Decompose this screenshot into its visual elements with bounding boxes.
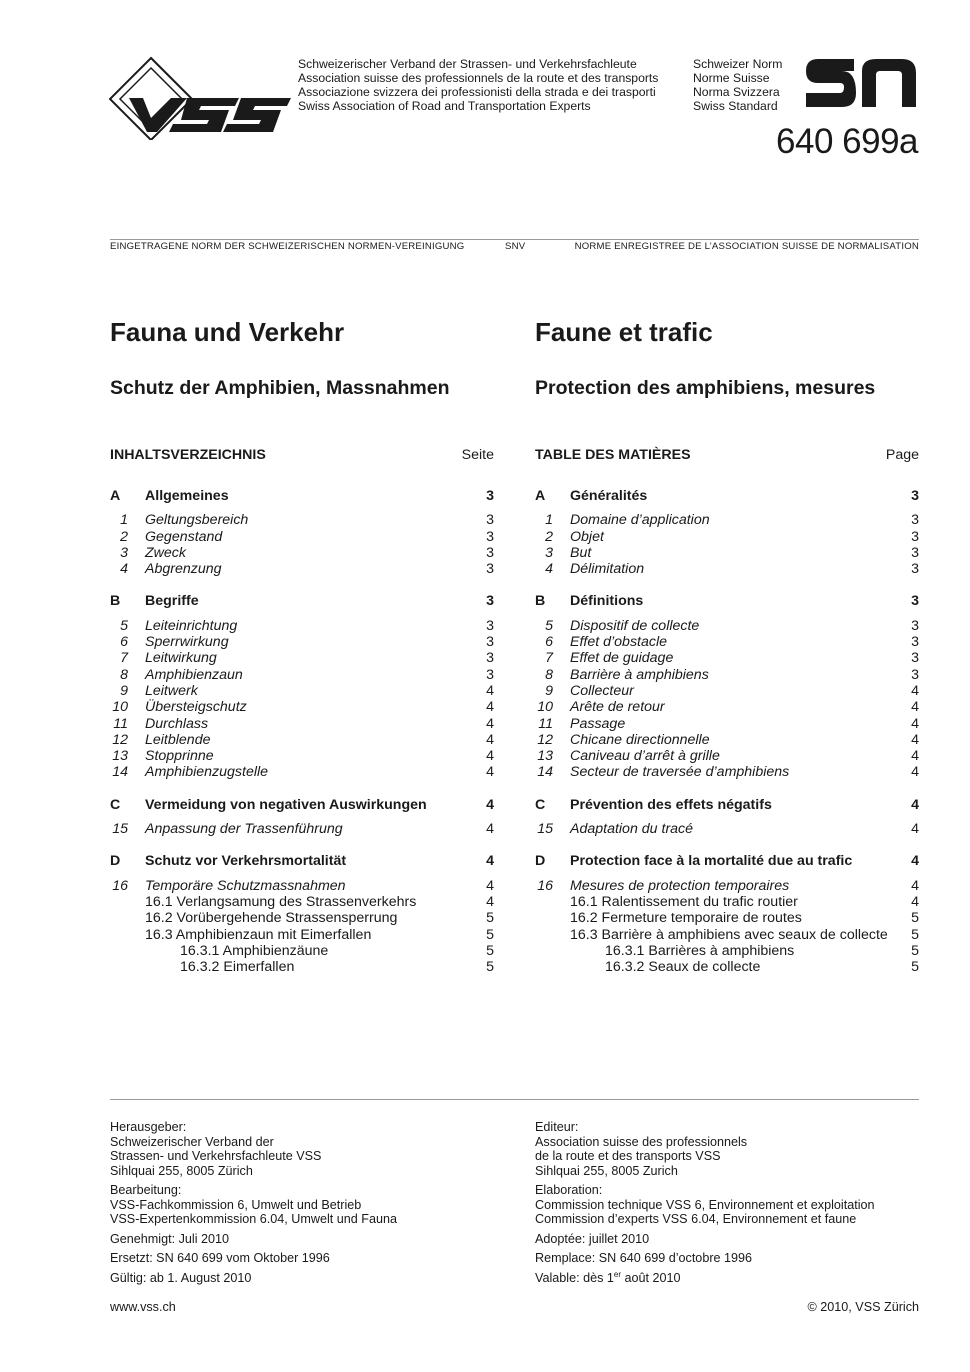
toc-section-a[interactable] <box>535 488 919 504</box>
toc-item-16[interactable] <box>535 878 919 894</box>
editing-line: Commission technique VSS 6, Environnement et exploitation <box>535 1197 875 1212</box>
toc-item-number: 5 <box>120 617 128 634</box>
header-divider <box>110 239 919 240</box>
norm-labels <box>693 57 782 113</box>
toc-item-number: 4 <box>120 561 128 578</box>
publisher-label-de: Herausgeber: <box>110 1120 187 1134</box>
toc-subitem[interactable] <box>110 943 494 959</box>
toc-section-title: Définitions <box>570 593 644 610</box>
toc-item-page: 4 <box>911 764 919 781</box>
toc-subitem-title: 16.2 Fermeture temporaire de routes <box>570 910 802 927</box>
approved-fr: Adoptée: juillet 2010 <box>535 1231 650 1246</box>
subtitle-fr-block <box>535 376 919 400</box>
toc-subitem-title: 16.3.2 Eimerfallen <box>180 959 295 976</box>
association-name-it: Associazione svizzera dei professionisti della strada e dei trasporti <box>298 85 656 99</box>
valid-suffix-fr: août 2010 <box>621 1270 681 1285</box>
toc-item-number: 5 <box>545 617 553 634</box>
toc-subitem-title: 16.2 Vorübergehende Strassensperrung <box>145 910 398 927</box>
page-subtitle-de: Schutz der Amphibien, Massnahmen <box>110 377 450 399</box>
toc-item-title: Stopprinne <box>145 748 214 765</box>
toc-item-10[interactable] <box>110 699 494 715</box>
association-name-de: Schweizerischer Verband der Strassen- und Verkehrsfachleute <box>298 57 637 71</box>
toc-item-title: Barrière à amphibiens <box>570 666 709 683</box>
toc-item-13[interactable] <box>535 748 919 764</box>
toc-item-3[interactable] <box>110 545 494 561</box>
sn-logo <box>804 57 918 109</box>
toc-subitem-page: 4 <box>486 893 494 910</box>
toc-page-label-fr: Page <box>885 447 919 463</box>
toc-item-number: 13 <box>537 748 553 765</box>
toc-item-page: 4 <box>486 748 494 765</box>
toc-item-15[interactable] <box>110 821 494 837</box>
toc-item-page: 4 <box>911 699 919 716</box>
toc-item-page: 4 <box>486 731 494 748</box>
toc-subitem-page: 5 <box>911 959 919 976</box>
replaces-fr: Remplace: SN 640 699 d’octobre 1996 <box>535 1251 753 1266</box>
toc-item-number: 11 <box>538 715 553 732</box>
toc-item-number: 1 <box>120 512 128 529</box>
valid-sup-fr: er <box>613 1269 622 1279</box>
toc-item-4[interactable] <box>110 561 494 577</box>
toc-subitem[interactable] <box>535 943 919 959</box>
toc-item-page: 3 <box>486 650 494 667</box>
toc-item-title: Adaptation du tracé <box>570 821 694 838</box>
norm-label-de: Schweizer Norm <box>693 57 783 71</box>
toc-item-title: Effet de guidage <box>570 650 674 667</box>
toc-item-number: 6 <box>120 634 128 651</box>
toc-header-de <box>110 447 494 463</box>
toc-item-title: Passage <box>570 715 626 732</box>
toc-page-label-de: Seite <box>461 447 494 463</box>
toc-item-page: 3 <box>911 666 919 683</box>
toc-subitem-title: 16.3.1 Amphibienzäune <box>180 942 329 959</box>
toc-item-title: Mesures de protection temporaires <box>570 877 790 894</box>
publisher-line: Sihlquai 255, 8005 Zürich <box>110 1163 253 1178</box>
toc-item-7[interactable] <box>535 650 919 666</box>
toc-item-6[interactable] <box>535 634 919 650</box>
toc-section-page: 3 <box>486 593 494 610</box>
association-names <box>298 57 658 113</box>
toc-section-a[interactable] <box>110 488 494 504</box>
editing-fr <box>535 1183 925 1227</box>
registration-de: EINGETRAGENE NORM DER SCHWEIZERISCHEN NORMEN-VEREINIGUNG <box>110 241 465 252</box>
toc-section-letter: D <box>110 853 121 870</box>
toc-item-2[interactable] <box>110 529 494 545</box>
toc-item-page: 3 <box>486 528 494 545</box>
website-link[interactable]: www.vss.ch <box>110 1300 176 1314</box>
publisher-line: Association suisse des professionnels <box>535 1134 748 1149</box>
toc-item-title: Objet <box>570 528 604 545</box>
toc-item-page: 4 <box>486 715 494 732</box>
toc-item-number: 10 <box>112 699 128 716</box>
registration-fr: NORME ENREGISTREE DE L’ASSOCIATION SUISSE DE NORMALISATION <box>574 241 919 252</box>
toc-item-title: Sperrwirkung <box>145 634 229 651</box>
toc-item-page: 3 <box>486 544 494 561</box>
toc-item-title: Arête de retour <box>570 699 665 716</box>
toc-item-number: 4 <box>545 561 553 578</box>
page-subtitle-fr: Protection des amphibiens, mesures <box>535 377 876 399</box>
norm-label-it: Norma Svizzera <box>693 85 780 99</box>
toc-section-d[interactable] <box>535 853 919 869</box>
toc-item-title: Domaine d’application <box>570 512 710 529</box>
toc-item-8[interactable] <box>535 667 919 683</box>
toc-item-number: 7 <box>545 650 553 667</box>
toc-item-number: 13 <box>112 748 128 765</box>
document-number: 640 699a <box>776 122 918 161</box>
footer-de <box>110 1120 494 1290</box>
toc-subitem[interactable] <box>110 910 494 926</box>
toc-item-page: 3 <box>486 617 494 634</box>
toc-subitem-title: 16.1 Verlangsamung des Strassenverkehrs <box>145 893 417 910</box>
toc-item-page: 4 <box>486 699 494 716</box>
toc-item-title: Amphibienzugstelle <box>145 764 269 781</box>
toc-section-letter: A <box>535 488 546 504</box>
toc-title-fr: TABLE DES MATIÈRES <box>535 447 691 463</box>
toc-subitem-page: 5 <box>911 910 919 927</box>
toc-subitem-title: 16.3 Amphibienzaun mit Eimerfallen <box>145 926 372 943</box>
toc-de <box>110 447 494 975</box>
toc-section-title: Begriffe <box>145 593 199 610</box>
toc-section-title: Généralités <box>570 488 648 504</box>
toc-subitem-page: 5 <box>486 910 494 927</box>
toc-item-11[interactable] <box>110 716 494 732</box>
toc-section-title: Protection face à la mortalité due au trafic <box>570 853 853 870</box>
toc-subitem[interactable] <box>110 959 494 975</box>
toc-item-page: 3 <box>911 617 919 634</box>
toc-item-number: 11 <box>113 715 128 732</box>
toc-subitem-page: 5 <box>486 926 494 943</box>
approved-de: Genehmigt: Juli 2010 <box>110 1231 230 1246</box>
subtitle-de-block <box>110 376 494 400</box>
toc-item-8[interactable] <box>110 667 494 683</box>
editing-line: VSS-Expertenkommission 6.04, Umwelt und Fauna <box>110 1212 397 1227</box>
toc-item-3[interactable] <box>535 545 919 561</box>
toc-subitem[interactable] <box>535 959 919 975</box>
toc-section-c[interactable] <box>535 797 919 813</box>
toc-item-number: 6 <box>545 634 553 651</box>
toc-section-page: 3 <box>911 593 919 610</box>
toc-item-title: Geltungsbereich <box>145 512 249 529</box>
replaces-de: Ersetzt: SN 640 699 vom Oktober 1996 <box>110 1251 330 1266</box>
toc-section-page: 4 <box>486 853 494 870</box>
editing-label-fr: Elaboration: <box>535 1183 603 1198</box>
toc-section-page: 4 <box>911 853 919 870</box>
valid-prefix-fr: Valable: dès 1 <box>535 1270 614 1285</box>
toc-section-b[interactable] <box>535 593 919 609</box>
toc-item-page: 3 <box>911 544 919 561</box>
toc-item-number: 7 <box>120 650 128 667</box>
toc-subitem-page: 5 <box>486 959 494 976</box>
toc-item-title: Leitwerk <box>145 682 198 699</box>
footer-divider <box>110 1099 919 1100</box>
toc-section-c[interactable] <box>110 797 494 813</box>
toc-item-5[interactable] <box>110 618 494 634</box>
publisher-line: Schweizerischer Verband der <box>110 1134 274 1149</box>
toc-item-number: 3 <box>120 544 128 561</box>
toc-item-title: Effet d’obstacle <box>570 634 668 651</box>
toc-item-title: Dispositif de collecte <box>570 617 700 634</box>
toc-item-page: 4 <box>911 715 919 732</box>
toc-section-title: Schutz vor Verkehrsmortalität <box>145 853 347 870</box>
toc-subitem-title: 16.3.1 Barrières à amphibiens <box>605 942 795 959</box>
page-title-de: Fauna und Verkehr <box>110 317 345 347</box>
toc-item-page: 4 <box>486 682 494 699</box>
association-name-fr: Association suisse des professionnels de la route et des transports <box>298 71 659 85</box>
toc-section-letter: A <box>110 488 121 504</box>
toc-item-page: 3 <box>911 650 919 667</box>
toc-item-page: 4 <box>911 682 919 699</box>
toc-item-title: Anpassung der Trassenführung <box>145 821 343 838</box>
toc-item-16[interactable] <box>110 878 494 894</box>
toc-item-title: Übersteigschutz <box>145 699 247 716</box>
toc-fr <box>535 447 919 975</box>
toc-item-page: 3 <box>911 512 919 529</box>
toc-item-title: Chicane directionnelle <box>570 731 710 748</box>
publisher-line: Sihlquai 255, 8005 Zurich <box>535 1163 678 1178</box>
toc-section-title: Allgemeines <box>145 488 229 504</box>
toc-item-page: 3 <box>911 634 919 651</box>
title-de-block <box>110 317 494 347</box>
title-fr-block <box>535 317 919 347</box>
toc-item-12[interactable] <box>535 732 919 748</box>
toc-item-title: Délimitation <box>570 561 645 578</box>
toc-item-page: 4 <box>486 877 494 894</box>
toc-subitem-title: 16.1 Ralentissement du trafic routier <box>570 893 798 910</box>
toc-item-title: Amphibienzaun <box>145 666 243 683</box>
toc-item-page: 4 <box>911 877 919 894</box>
toc-item-page: 4 <box>911 748 919 765</box>
toc-item-number: 14 <box>112 764 128 781</box>
toc-item-7[interactable] <box>110 650 494 666</box>
toc-item-4[interactable] <box>535 561 919 577</box>
valid-fr <box>535 1271 925 1286</box>
toc-subitem-page: 5 <box>486 942 494 959</box>
toc-item-title: Zweck <box>145 544 186 561</box>
toc-subitem[interactable] <box>535 927 919 943</box>
toc-subitem-page: 5 <box>911 942 919 959</box>
toc-item-number: 8 <box>545 666 553 683</box>
toc-section-page: 4 <box>911 796 919 813</box>
toc-section-page: 4 <box>486 796 494 813</box>
toc-section-d[interactable] <box>110 853 494 869</box>
toc-item-13[interactable] <box>110 748 494 764</box>
toc-section-page: 3 <box>911 488 919 504</box>
toc-item-14[interactable] <box>535 764 919 780</box>
toc-item-title: Gegenstand <box>145 528 223 545</box>
toc-item-number: 12 <box>112 731 128 748</box>
toc-subitem-title: 16.3.2 Seaux de collecte <box>605 959 761 976</box>
toc-item-title: Leitblende <box>145 731 211 748</box>
toc-subitem-title: 16.3 Barrière à amphibiens avec seaux de collecte <box>570 926 888 943</box>
editing-label-de: Bearbeitung: <box>110 1183 182 1198</box>
toc-item-number: 16 <box>112 877 128 894</box>
toc-section-b[interactable] <box>110 593 494 609</box>
page-title-fr: Faune et trafic <box>535 317 713 347</box>
toc-item-title: Temporäre Schutzmassnahmen <box>145 877 346 894</box>
norm-label-fr: Norme Suisse <box>693 71 770 85</box>
toc-fr-body <box>535 488 919 975</box>
toc-item-title: But <box>570 544 592 561</box>
toc-item-page: 4 <box>911 821 919 838</box>
valid-de: Gültig: ab 1. August 2010 <box>110 1270 252 1285</box>
toc-section-letter: C <box>535 796 546 813</box>
copyright: © 2010, VSS Zürich <box>807 1300 919 1314</box>
toc-item-9[interactable] <box>535 683 919 699</box>
toc-subitem-page: 5 <box>911 926 919 943</box>
toc-item-page: 3 <box>486 561 494 578</box>
toc-item-number: 15 <box>537 821 553 838</box>
toc-item-page: 3 <box>911 561 919 578</box>
toc-item-title: Collecteur <box>570 682 634 699</box>
footer-fr <box>535 1120 925 1290</box>
toc-item-number: 15 <box>112 821 128 838</box>
publisher-de <box>110 1120 494 1178</box>
toc-item-number: 12 <box>537 731 553 748</box>
toc-item-title: Secteur de traversée d’amphibiens <box>570 764 790 781</box>
toc-item-1[interactable] <box>110 512 494 528</box>
editing-line: VSS-Fachkommission 6, Umwelt und Betrieb <box>110 1197 362 1212</box>
toc-title-de: INHALTSVERZEICHNIS <box>110 447 266 463</box>
toc-subitem[interactable] <box>535 894 919 910</box>
publisher-label-fr: Editeur: <box>535 1120 579 1134</box>
norm-label-en: Swiss Standard <box>693 99 778 113</box>
toc-section-page: 3 <box>486 488 494 504</box>
toc-item-number: 8 <box>120 666 128 683</box>
toc-item-5[interactable] <box>535 618 919 634</box>
toc-item-number: 2 <box>545 528 553 545</box>
editing-line: Commission d’experts VSS 6.04, Environnement et faune <box>535 1212 857 1227</box>
toc-subitem[interactable] <box>110 894 494 910</box>
publisher-line: Strassen- und Verkehrsfachleute VSS <box>110 1149 322 1164</box>
toc-item-12[interactable] <box>110 732 494 748</box>
toc-item-11[interactable] <box>535 716 919 732</box>
toc-item-page: 3 <box>486 634 494 651</box>
toc-subitem[interactable] <box>110 927 494 943</box>
toc-item-page: 4 <box>486 821 494 838</box>
toc-item-14[interactable] <box>110 764 494 780</box>
toc-section-title: Vermeidung von negativen Auswirkungen <box>145 796 427 813</box>
toc-item-title: Caniveau d’arrêt à grille <box>570 748 720 765</box>
toc-item-title: Abgrenzung <box>145 561 222 578</box>
toc-item-number: 9 <box>545 682 553 699</box>
registration-snv: SNV <box>505 241 526 252</box>
toc-item-page: 3 <box>911 528 919 545</box>
toc-item-number: 2 <box>120 528 128 545</box>
toc-item-1[interactable] <box>535 512 919 528</box>
toc-item-15[interactable] <box>535 821 919 837</box>
toc-subitem-page: 4 <box>911 893 919 910</box>
toc-item-page: 4 <box>911 731 919 748</box>
toc-item-number: 16 <box>537 877 553 894</box>
toc-section-letter: B <box>110 593 121 610</box>
toc-item-title: Durchlass <box>145 715 209 732</box>
toc-item-number: 10 <box>537 699 553 716</box>
publisher-line: de la route et des transports VSS <box>535 1149 721 1164</box>
toc-section-letter: D <box>535 853 546 870</box>
toc-item-number: 3 <box>545 544 553 561</box>
toc-section-title: Prévention des effets négatifs <box>570 796 772 813</box>
toc-header-fr <box>535 447 919 463</box>
toc-item-page: 3 <box>486 512 494 529</box>
toc-item-page: 4 <box>486 764 494 781</box>
toc-item-number: 1 <box>545 512 553 529</box>
vss-logo <box>109 56 291 140</box>
publisher-fr <box>535 1120 925 1178</box>
toc-item-10[interactable] <box>535 699 919 715</box>
editing-de <box>110 1183 494 1227</box>
toc-item-number: 14 <box>537 764 553 781</box>
toc-item-9[interactable] <box>110 683 494 699</box>
toc-de-body <box>110 488 494 975</box>
toc-item-page: 3 <box>486 666 494 683</box>
toc-subitem[interactable] <box>535 910 919 926</box>
toc-item-number: 9 <box>120 682 128 699</box>
association-name-en: Swiss Association of Road and Transportation Experts <box>298 99 591 113</box>
toc-item-6[interactable] <box>110 634 494 650</box>
toc-section-letter: B <box>535 593 546 610</box>
toc-section-letter: C <box>110 796 121 813</box>
toc-item-2[interactable] <box>535 529 919 545</box>
toc-item-title: Leiteinrichtung <box>145 617 238 634</box>
toc-item-title: Leitwirkung <box>145 650 217 667</box>
